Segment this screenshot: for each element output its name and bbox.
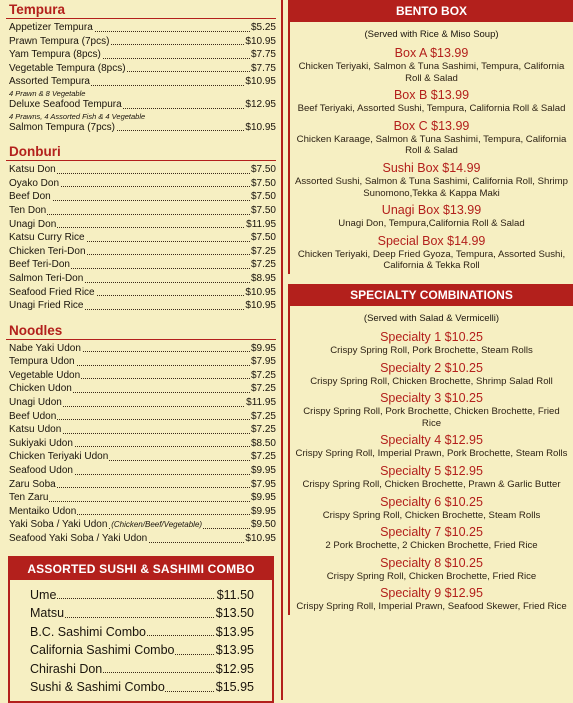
menu-item <box>6 75 276 89</box>
right-column <box>288 0 573 615</box>
sushi-sashimi-combo-box <box>8 556 274 703</box>
combo-item-price: $11.50 <box>215 586 254 605</box>
specialty-served-note: (Served with Salad & Vermicelli) <box>363 312 500 324</box>
bento-item-desc: Chicken Karaage, Salmon & Tuna Sashimi, Tempura, California Roll & Salad <box>296 133 567 157</box>
menu-item-price: $10.95 <box>245 286 276 298</box>
menu-item-price: $10.95 <box>245 35 276 47</box>
bento-item <box>290 86 573 117</box>
menu-item-price: $8.95 <box>250 272 276 284</box>
menu-item-name: Prawn Tempura (7pcs) <box>9 35 110 47</box>
specialty-item <box>290 431 573 462</box>
specialty-item-desc: 2 Pork Brochette, 2 Chicken Brochette, Fried Rice <box>325 540 538 552</box>
menu-item-price: $7.25 <box>250 410 276 422</box>
noodles-list <box>6 342 276 546</box>
menu-item <box>6 272 276 286</box>
menu-item <box>6 190 276 204</box>
specialty-item-title: Specialty 1 $10.25 <box>380 329 483 344</box>
specialty-item <box>290 584 573 615</box>
specialty-item <box>290 523 573 554</box>
menu-item-price: $8.50 <box>250 437 276 449</box>
specialty-item-desc: Crispy Spring Roll, Imperial Prawn, Seafood Skewer, Fried Rice <box>296 601 567 613</box>
menu-item <box>6 505 276 519</box>
menu-item-name: Katsu Curry Rice <box>9 232 85 244</box>
menu-item <box>6 423 276 437</box>
menu-item <box>6 491 276 505</box>
tempura-section <box>6 0 276 134</box>
menu-item-name: Salmon Teri-Don <box>9 272 84 284</box>
specialty-item-title: Specialty 4 $12.95 <box>380 433 483 448</box>
specialty-item <box>290 389 573 431</box>
specialty-item-desc: Crispy Spring Roll, Chicken Brochette, Steam Rolls <box>322 509 541 521</box>
specialty-item-title: Specialty 6 $10.25 <box>380 494 483 509</box>
bento-item-title: Box C $13.99 <box>393 118 470 133</box>
menu-item-name: Unagi Don <box>9 218 57 230</box>
menu-item <box>6 35 276 49</box>
menu-item <box>6 258 276 272</box>
menu-item-price: $9.95 <box>250 505 276 517</box>
menu-item-price: $10.95 <box>245 76 276 88</box>
donburi-section <box>6 142 276 313</box>
menu-item <box>6 98 276 112</box>
menu-item <box>6 231 276 245</box>
specialty-item-title: Specialty 9 $12.95 <box>380 586 483 601</box>
specialty-item <box>290 493 573 524</box>
combo-item <box>10 678 272 697</box>
menu-item-price: $7.50 <box>250 232 276 244</box>
tempura-list <box>6 21 276 134</box>
combo-item-name: Matsu <box>30 606 65 621</box>
menu-item-price: $10.95 <box>245 300 276 312</box>
menu-item <box>6 299 276 313</box>
menu-item-price: $10.95 <box>245 121 276 133</box>
menu-item-price: $9.95 <box>250 342 276 354</box>
specialty-item-desc: Crispy Spring Roll, Chicken Brochette, Shrimp Salad Roll <box>310 375 553 387</box>
menu-item-name: Vegetable Tempura (8pcs) <box>9 62 126 74</box>
menu-item-name: Mentaiko Udon <box>9 505 77 517</box>
bento-item-desc: Unagi Don, Tempura,California Roll & Salad <box>338 218 525 230</box>
section-title-tempura: Tempura <box>6 0 276 19</box>
combo-item-name: B.C. Sashimi Combo <box>30 624 147 639</box>
menu-item <box>6 48 276 62</box>
menu-item-price: $7.25 <box>250 383 276 395</box>
menu-item <box>6 437 276 451</box>
combo-item <box>10 641 272 660</box>
menu-item-note: 4 Prawn & 8 Vegetable <box>9 88 86 98</box>
bento-item-desc: Chicken Teriyaki, Salmon & Tuna Sashimi, Tempura, California Roll & Salad <box>298 61 565 84</box>
menu-item-name: Katsu Don <box>9 164 56 176</box>
bento-item <box>290 44 573 86</box>
menu-item <box>6 450 276 464</box>
menu-item-price: $5.25 <box>250 22 276 33</box>
menu-item-name: Nabe Yaki Udon <box>9 342 81 354</box>
menu-item-name: Assorted Tempura <box>9 76 90 88</box>
bento-item-desc: Assorted Sushi, Salmon & Tuna Sashimi, California Roll, Shrimp Sunomono,Tekka & Kappa Maki <box>294 175 568 199</box>
menu-item <box>6 21 276 35</box>
menu-item-inline-note: (Chicken/Beef/Vegetable) <box>111 520 203 530</box>
menu-item-name: Chicken Udon <box>9 383 72 395</box>
menu-item-name: Ten Zaru <box>9 492 49 504</box>
specialty-item <box>290 462 573 493</box>
menu-item-name: Yam Tempura (8pcs) <box>9 49 101 61</box>
bento-item <box>290 201 573 232</box>
combo-item-name: California Sashimi Combo <box>30 643 175 658</box>
specialty-list <box>290 328 573 615</box>
menu-item-name: Appetizer Tempura <box>9 22 93 33</box>
bento-item-title: Box A $13.99 <box>394 46 469 60</box>
menu-item <box>6 204 276 218</box>
menu-item-name: Seafood Fried Rice <box>9 286 95 298</box>
combo-item <box>10 660 272 679</box>
menu-item <box>6 342 276 356</box>
menu-item-price: $7.25 <box>250 245 276 257</box>
menu-item-price: $9.95 <box>250 465 276 477</box>
menu-item <box>6 478 276 492</box>
combo-item <box>10 604 272 623</box>
combo-item-name: Sushi & Sashimi Combo <box>30 680 165 695</box>
bento-item-title: Special Box $14.99 <box>377 233 486 248</box>
menu-item <box>6 382 276 396</box>
menu-item-price: $7.25 <box>250 424 276 436</box>
specialty-item <box>290 328 573 359</box>
noodles-section <box>6 321 276 546</box>
combo-item-name: Ume <box>30 587 57 602</box>
menu-item-name: Zaru Soba <box>9 478 56 490</box>
menu-item-price: $7.25 <box>250 451 276 463</box>
menu-item-name: Seafood Yaki Soba / Yaki Udon <box>9 533 148 544</box>
menu-item-name: Tempura Udon <box>9 356 75 368</box>
menu-item-price: $7.95 <box>250 356 276 368</box>
section-title-noodles: Noodles <box>6 321 276 340</box>
bento-item-desc: Beef Teriyaki, Assorted Sushi, Tempura, California Roll & Salad <box>297 103 566 115</box>
combo-list <box>10 580 272 701</box>
menu-item <box>6 464 276 478</box>
specialty-item <box>290 554 573 585</box>
combo-item-price: $15.95 <box>214 678 254 697</box>
specialty-item-title: Specialty 5 $12.95 <box>380 463 483 478</box>
bento-item <box>290 117 573 159</box>
menu-item-name: Salmon Tempura (7pcs) <box>9 121 115 133</box>
specialty-item-desc: Crispy Spring Roll, Chicken Brochette, Prawn & Garlic Butter <box>302 478 561 490</box>
combo-item-price: $13.95 <box>214 641 254 660</box>
menu-item <box>6 532 276 546</box>
specialty-item-title: Specialty 2 $10.25 <box>380 360 483 375</box>
menu-item-price: $7.95 <box>250 478 276 490</box>
menu-item-name: Ten Don <box>9 204 47 216</box>
combo-item <box>10 586 272 605</box>
bento-item-desc: Chicken Teriyaki, Deep Fried Gyoza, Tempura, Assorted Sushi, California & Tekka Roll <box>297 248 566 272</box>
menu-item <box>6 355 276 369</box>
menu-item-name: Seafood Udon <box>9 465 73 477</box>
menu-item <box>6 286 276 300</box>
menu-item-name: Deluxe Seafood Tempura <box>9 98 122 110</box>
menu-item-name: Vegetable Udon <box>9 369 81 381</box>
menu-item-price: $9.95 <box>250 492 276 504</box>
specialty-item-title: Specialty 7 $10.25 <box>380 525 483 540</box>
menu-item-name: Beef Don <box>9 191 51 203</box>
section-title-specialty: SPECIALTY COMBINATIONS <box>290 284 573 306</box>
menu-item-price: $9.50 <box>250 519 276 531</box>
menu-item-name: Sukiyaki Udon <box>9 437 73 449</box>
menu-item <box>6 177 276 191</box>
menu-item <box>6 62 276 76</box>
menu-item-price: $7.25 <box>250 259 276 271</box>
menu-item-price: $7.75 <box>250 49 276 61</box>
menu-item-price: $7.75 <box>250 62 276 74</box>
donburi-list <box>6 163 276 313</box>
menu-item-note: 4 Prawns, 4 Assorted Fish & 4 Vegetable <box>9 111 146 121</box>
menu-item <box>6 163 276 177</box>
bento-item <box>290 232 573 274</box>
combo-item <box>10 623 272 642</box>
menu-item-name: Chicken Teri-Don <box>9 245 86 257</box>
column-divider <box>281 0 283 700</box>
menu-item-price: $7.50 <box>250 204 276 216</box>
section-title-donburi: Donburi <box>6 142 276 161</box>
bento-served-note: (Served with Rice & Miso Soup) <box>364 29 499 40</box>
menu-item-name: Oyako Don <box>9 177 60 189</box>
menu-item-name: Unagi Udon <box>9 397 62 409</box>
specialty-item-title: Specialty 8 $10.25 <box>380 555 483 570</box>
section-title-bento: BENTO BOX <box>290 0 573 22</box>
menu-item-price: $7.25 <box>250 369 276 381</box>
menu-item-name: Yaki Soba / Yaki Udon <box>9 519 108 531</box>
menu-item <box>6 121 276 135</box>
combo-item-price: $12.95 <box>214 660 254 679</box>
menu-item-name: Unagi Fried Rice <box>9 300 84 312</box>
combo-item-price: $13.95 <box>214 623 254 642</box>
menu-item-name: Beef Teri-Don <box>9 259 70 271</box>
specialty-item-desc: Crispy Spring Roll, Imperial Prawn, Pork Brochette, Steam Rolls <box>295 448 568 460</box>
specialty-item-desc: Crispy Spring Roll, Pork Brochette, Chicken Brochette, Fried Rice <box>303 406 560 429</box>
menu-item-name: Katsu Udon <box>9 424 62 436</box>
bento-item-title: Box B $13.99 <box>393 88 470 103</box>
menu-item <box>6 245 276 259</box>
bento-item-title: Unagi Box $13.99 <box>381 203 482 218</box>
menu-item <box>6 396 276 410</box>
specialty-section <box>288 284 573 615</box>
bento-box-section <box>288 0 573 274</box>
combo-item-price: $13.50 <box>214 604 254 623</box>
menu-item <box>6 410 276 424</box>
menu-item-price: $7.50 <box>250 177 276 189</box>
menu-item-price: $7.50 <box>250 164 276 176</box>
menu-item-name: Beef Udon <box>9 410 57 422</box>
combo-item-name: Chirashi Don <box>30 661 103 676</box>
menu-item-price: $11.95 <box>246 218 276 230</box>
menu-item-price: $7.50 <box>250 191 276 203</box>
specialty-item-desc: Crispy Spring Roll, Chicken Brochette, Fried Rice <box>326 570 537 582</box>
menu-item-price: $12.95 <box>245 98 276 110</box>
specialty-item-title: Specialty 3 $10.25 <box>380 391 483 406</box>
menu-item <box>6 518 276 532</box>
menu-item-price: $11.95 <box>246 397 276 409</box>
bento-item-title: Sushi Box $14.99 <box>382 160 481 175</box>
specialty-item-desc: Crispy Spring Roll, Pork Brochette, Steam Rolls <box>330 344 533 356</box>
specialty-item <box>290 359 573 390</box>
menu-item <box>6 369 276 383</box>
bento-list <box>290 44 573 274</box>
bento-item <box>290 159 573 201</box>
menu-item-name: Chicken Teriyaki Udon <box>9 451 109 463</box>
left-column <box>6 0 276 703</box>
menu-item <box>6 218 276 232</box>
section-title-combo: ASSORTED SUSHI & SASHIMI COMBO <box>10 558 272 580</box>
menu-item-price: $10.95 <box>245 533 276 544</box>
